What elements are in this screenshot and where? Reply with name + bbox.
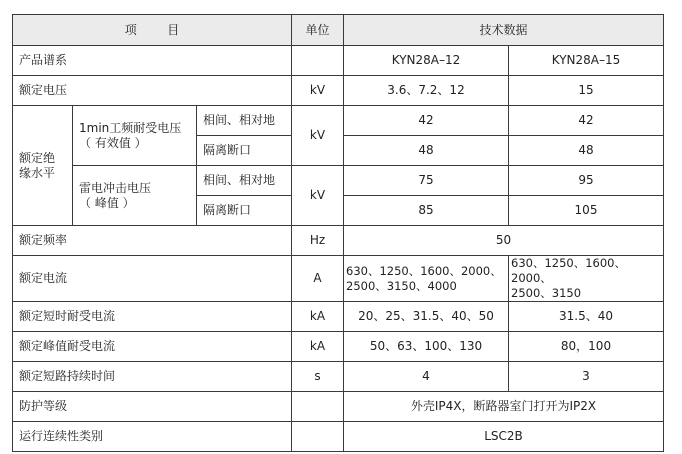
- row-value: 50: [344, 226, 664, 256]
- row-value-1: 42: [344, 106, 509, 136]
- table-row: [13, 166, 664, 196]
- row-value-2: 630、1250、1600、2000、 2500、3150: [509, 256, 664, 302]
- row-value-2: 3: [509, 362, 664, 392]
- row-value-1: 75: [344, 166, 509, 196]
- row-value-2: 48: [509, 136, 664, 166]
- table-row: [13, 256, 664, 302]
- row-unit: s: [292, 362, 344, 392]
- row-value-1: 630、1250、1600、2000、 2500、3150、4000: [344, 256, 509, 302]
- row-label: 防护等级: [13, 392, 292, 422]
- row-unit: A: [292, 256, 344, 302]
- table-row: [13, 226, 664, 256]
- power-freq-label: 1min工频耐受电压 （ 有效值 ）: [73, 106, 197, 166]
- header-data: 技术数据: [344, 15, 664, 46]
- row-label: 额定短路持续时间: [13, 362, 292, 392]
- sub-label: 隔离断口: [197, 136, 292, 166]
- sub-label: 隔离断口: [197, 196, 292, 226]
- row-unit: kA: [292, 302, 344, 332]
- sub-label: 相间、相对地: [197, 106, 292, 136]
- row-value-1: 20、25、31.5、40、50: [344, 302, 509, 332]
- row-value-2: 15: [509, 76, 664, 106]
- tech-spec-table: [12, 14, 664, 452]
- row-value-2: 31.5、40: [509, 302, 664, 332]
- row-value-2: KYN28A–15: [509, 46, 664, 76]
- row-label: 运行连续性类别: [13, 422, 292, 452]
- row-value-2: 42: [509, 106, 664, 136]
- row-unit: kV: [292, 76, 344, 106]
- row-unit: Hz: [292, 226, 344, 256]
- row-unit: kV: [292, 106, 344, 166]
- row-label: 产品谱系: [13, 46, 292, 76]
- row-value-1: KYN28A–12: [344, 46, 509, 76]
- lightning-label: 雷电冲击电压 （ 峰值 ）: [73, 166, 197, 226]
- table-row: [13, 392, 664, 422]
- insulation-label: 额定绝 缘水平: [13, 106, 73, 226]
- table-row: [13, 76, 664, 106]
- row-value: 外壳IP4X，断路器室门打开为IP2X: [344, 392, 664, 422]
- header-unit: 单位: [292, 15, 344, 46]
- row-label: 额定峰值耐受电流: [13, 332, 292, 362]
- row-label: 额定短时耐受电流: [13, 302, 292, 332]
- header-item: 项 目: [13, 15, 292, 46]
- row-value-1: 50、63、100、130: [344, 332, 509, 362]
- row-label: 额定电流: [13, 256, 292, 302]
- row-unit: [292, 46, 344, 76]
- table-row: [13, 46, 664, 76]
- table-row: [13, 362, 664, 392]
- table-row: [13, 106, 664, 136]
- row-unit: kA: [292, 332, 344, 362]
- row-value-2: 95: [509, 166, 664, 196]
- row-value-1: 85: [344, 196, 509, 226]
- row-value-1: 3.6、7.2、12: [344, 76, 509, 106]
- table-row: [13, 422, 664, 452]
- row-value-2: 80，100: [509, 332, 664, 362]
- row-label: 额定电压: [13, 76, 292, 106]
- row-value-2: 105: [509, 196, 664, 226]
- row-unit: kV: [292, 166, 344, 226]
- sub-label: 相间、相对地: [197, 166, 292, 196]
- row-value-1: 4: [344, 362, 509, 392]
- table-row: [13, 302, 664, 332]
- header-row: [13, 15, 664, 46]
- table-row: [13, 332, 664, 362]
- row-value-1: 48: [344, 136, 509, 166]
- row-label: 额定频率: [13, 226, 292, 256]
- row-unit: [292, 392, 344, 422]
- row-unit: [292, 422, 344, 452]
- row-value: LSC2B: [344, 422, 664, 452]
